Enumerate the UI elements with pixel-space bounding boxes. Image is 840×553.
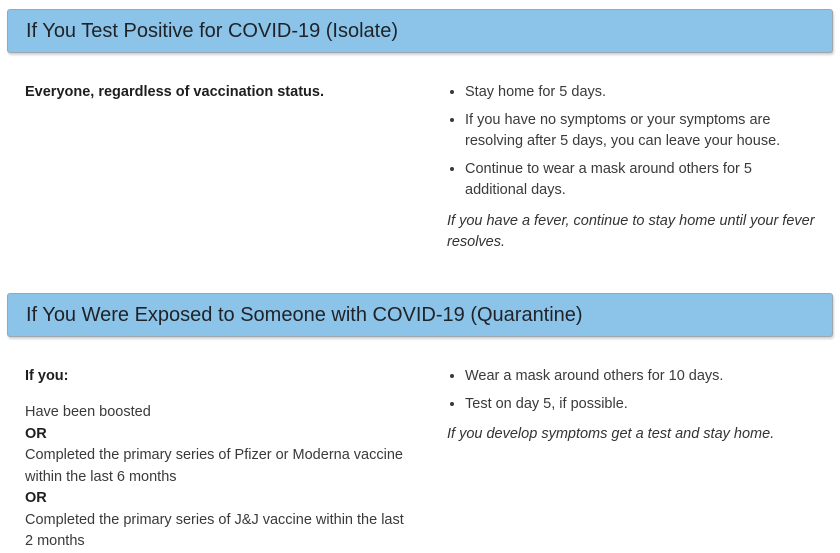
section-header-isolate (7, 9, 833, 53)
condition-line: Completed the primary series of Pfizer or Moderna vaccine within the last 6 months (25, 447, 403, 485)
isolate-bullet-list (447, 82, 815, 202)
quarantine-bullet-list (447, 366, 815, 415)
bullet-item: • If you have no symptoms or your symptoms are resolving after 5 days, you can leave your house. (465, 110, 815, 153)
isolate-note-text: If you have a fever, continue to stay home until your fever resolves. (447, 212, 815, 250)
section-header-quarantine (7, 293, 833, 337)
condition-line: Completed the primary series of J&J vaccine within the last 2 months (25, 511, 404, 549)
quarantine-note-text: If you develop symptoms get a test and stay home. (447, 426, 775, 442)
isolate-audience-text: Everyone, regardless of vaccination status. (25, 84, 324, 100)
isolate-who-column (25, 82, 407, 268)
bullet-item: • Test on day 5, if possible. (465, 394, 815, 416)
bullet-item: • Wear a mask around others for 10 days. (465, 366, 815, 388)
quarantine-actions-column (447, 366, 815, 553)
isolate-actions-column (447, 82, 815, 268)
section-title-isolate: If You Test Positive for COVID-19 (Isolate) (26, 19, 399, 42)
section-content-isolate (7, 82, 833, 268)
or-label: OR (25, 490, 47, 506)
quarantine-audience-text: If you: (25, 368, 69, 384)
section-title-quarantine: If You Were Exposed to Someone with COVID-19 (Quarantine) (26, 303, 583, 326)
section-content-quarantine (7, 366, 833, 553)
bullet-item: • Continue to wear a mask around others for 5 additional days. (465, 159, 815, 202)
or-label: OR (25, 425, 47, 442)
quarantine-who-column (25, 366, 407, 553)
bullet-item: • Stay home for 5 days. (465, 82, 815, 104)
condition-line: Have been boosted (25, 404, 151, 420)
